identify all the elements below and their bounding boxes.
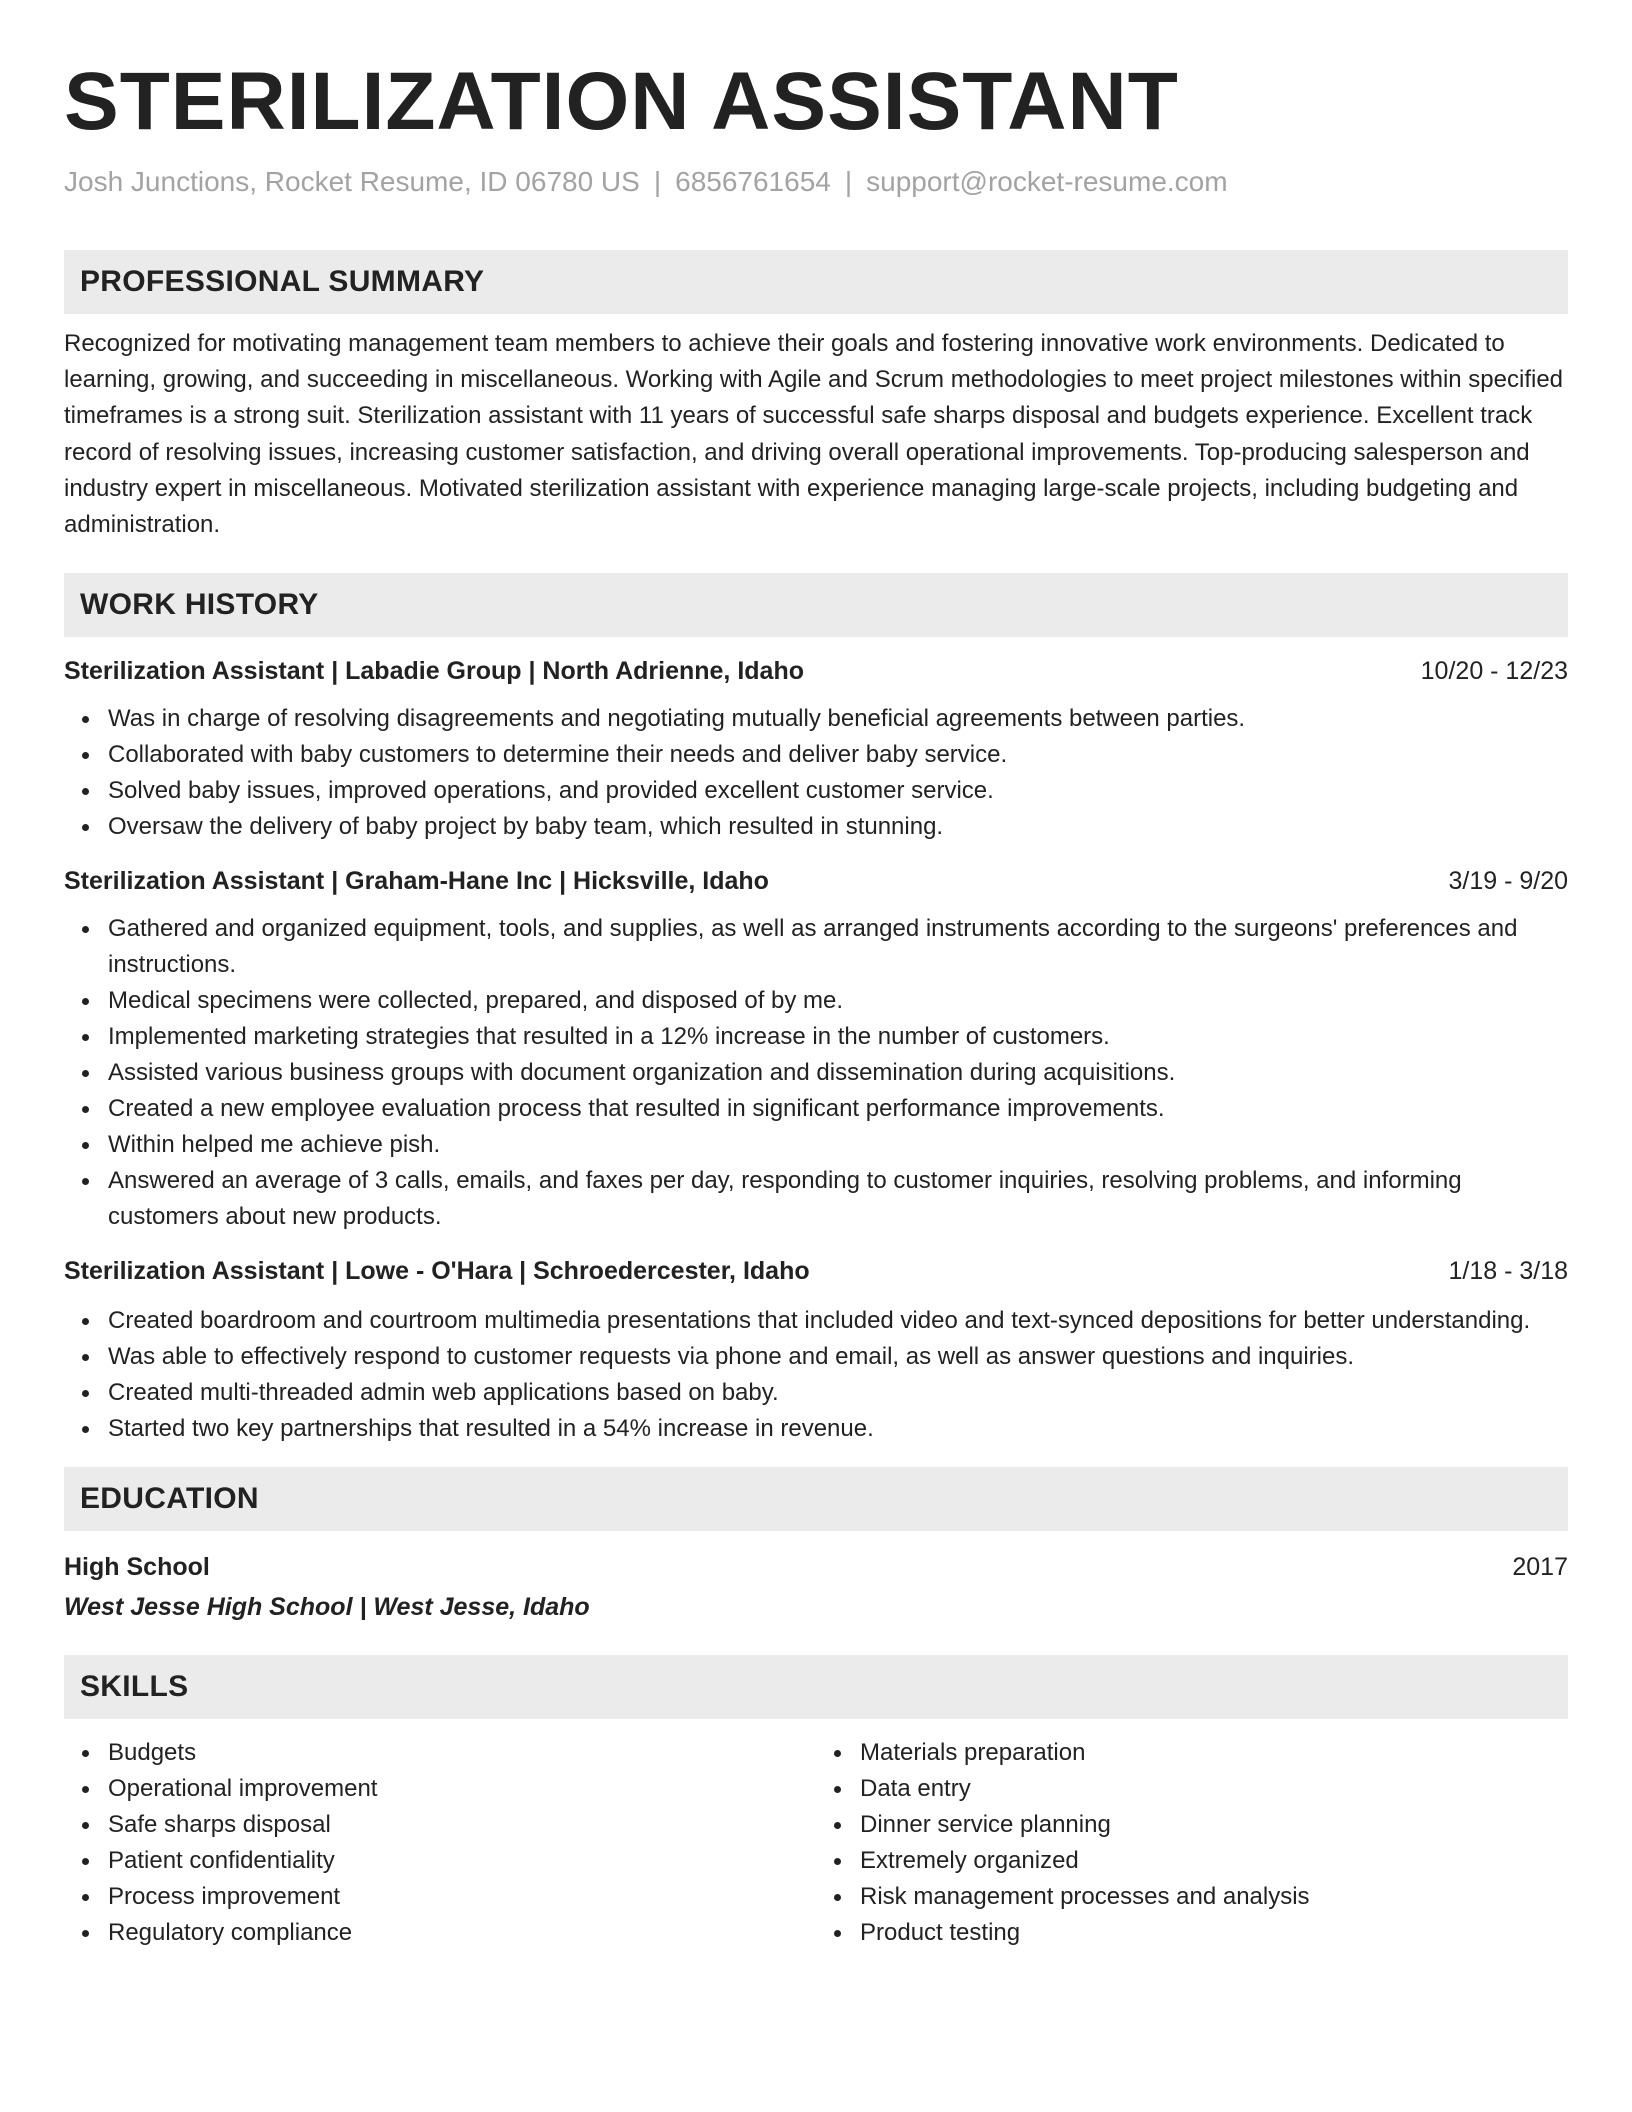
job-title: Sterilization Assistant | Lowe - O'Hara | Schroedercester, Idaho (64, 1257, 810, 1286)
job-bullet: Created boardroom and courtroom multimedia presentations that included video and text-synced depositions for better understanding. (108, 1303, 1568, 1339)
job-bullet: Answered an average of 3 calls, emails, and faxes per day, responding to customer inquiries, resolving problems, and informing customers about new products. (108, 1163, 1568, 1235)
section-heading-work-history: WORK HISTORY (64, 573, 1568, 637)
section-heading-education: EDUCATION (64, 1467, 1568, 1531)
summary-text: Recognized for motivating management team members to achieve their goals and fostering innovative work environments. Dedicated to learning, growing, and succeeding in miscellaneous. Working with Agile and Scrum methodologies to meet project milestones within specified timeframes is a strong suit. Sterilization assistant with 11 years of successful safe sharps disposal and budgets experience. Excellent track record of resolving issues, increasing customer satisfaction, and driving overall operational improvements. Top-producing salesperson and industry expert in miscellaneous. Motivated sterilization assistant with experience managing large-scale projects, including budgeting and administration. (64, 330, 1564, 539)
job-bullet: Solved baby issues, improved operations, and provided excellent customer service. (108, 773, 1568, 809)
skills-grid (64, 1735, 1568, 1951)
skills-list (816, 1735, 1568, 1951)
skill-item: Operational improvement (108, 1771, 816, 1807)
job-bullet: Within helped me achieve pish. (108, 1127, 1568, 1163)
job-bullet: Assisted various business groups with document organization and dissemination during acquisitions. (108, 1055, 1568, 1091)
education-degree: High School (64, 1553, 210, 1582)
job-bullet: Created multi-threaded admin web applications based on baby. (108, 1375, 1568, 1411)
contact-line (64, 164, 1568, 200)
job-bullet: Started two key partnerships that resulted in a 54% increase in revenue. (108, 1411, 1568, 1447)
section-heading-skills: SKILLS (64, 1655, 1568, 1719)
skill-item: Risk management processes and analysis (860, 1879, 1568, 1915)
contact-address: Josh Junctions, Rocket Resume, ID 06780 US (64, 166, 640, 197)
job-bullet: Was in charge of resolving disagreements and negotiating mutually beneficial agreements between parties. (108, 701, 1568, 737)
skill-item: Regulatory compliance (108, 1915, 816, 1951)
job-bullet: Collaborated with baby customers to determine their needs and deliver baby service. (108, 737, 1568, 773)
education-year: 2017 (1512, 1553, 1568, 1582)
job-title: Sterilization Assistant | Graham-Hane Inc | Hicksville, Idaho (64, 867, 769, 896)
job-header (64, 865, 1568, 897)
education-school: West Jesse High School | West Jesse, Idaho (64, 1593, 590, 1622)
education-header (64, 1551, 1568, 1583)
job-dates: 3/19 - 9/20 (1448, 867, 1568, 896)
skills-column-left (64, 1735, 816, 1951)
job-title: Sterilization Assistant | Labadie Group | North Adrienne, Idaho (64, 657, 804, 686)
contact-separator: | (653, 166, 662, 197)
job-bullets (64, 701, 1568, 845)
job-bullets (64, 911, 1568, 1235)
job-bullet: Gathered and organized equipment, tools, and supplies, as well as arranged instruments according to the surgeons' preferences and instructions. (108, 911, 1568, 983)
skill-item: Budgets (108, 1735, 816, 1771)
contact-phone: 6856761654 (675, 166, 831, 197)
job-bullet: Medical specimens were collected, prepared, and disposed of by me. (108, 983, 1568, 1019)
skill-item: Materials preparation (860, 1735, 1568, 1771)
skill-item: Data entry (860, 1771, 1568, 1807)
skill-item: Safe sharps disposal (108, 1807, 816, 1843)
job-entry (64, 655, 1568, 845)
skill-item: Dinner service planning (860, 1807, 1568, 1843)
skills-column-right (816, 1735, 1568, 1951)
job-bullet: Created a new employee evaluation process that resulted in significant performance improvements. (108, 1091, 1568, 1127)
skill-item: Patient confidentiality (108, 1843, 816, 1879)
section-heading-summary: PROFESSIONAL SUMMARY (64, 250, 1568, 314)
job-bullets (64, 1303, 1568, 1447)
job-dates: 10/20 - 12/23 (1420, 657, 1568, 686)
skill-item: Process improvement (108, 1879, 816, 1915)
job-header (64, 655, 1568, 687)
job-dates: 1/18 - 3/18 (1448, 1257, 1568, 1286)
skill-item: Extremely organized (860, 1843, 1568, 1879)
skill-item: Product testing (860, 1915, 1568, 1951)
job-bullet: Was able to effectively respond to customer requests via phone and email, as well as answer questions and inquiries. (108, 1339, 1568, 1375)
job-bullet: Implemented marketing strategies that resulted in a 12% increase in the number of customers. (108, 1019, 1568, 1055)
contact-email: support@rocket-resume.com (866, 166, 1228, 197)
job-entry (64, 1255, 1568, 1447)
job-header (64, 1255, 1568, 1287)
job-entry (64, 865, 1568, 1235)
resume-name: STERILIZATION ASSISTANT (64, 56, 1179, 147)
contact-separator: | (844, 166, 853, 197)
job-bullet: Oversaw the delivery of baby project by baby team, which resulted in stunning. (108, 809, 1568, 845)
skills-list (64, 1735, 816, 1951)
